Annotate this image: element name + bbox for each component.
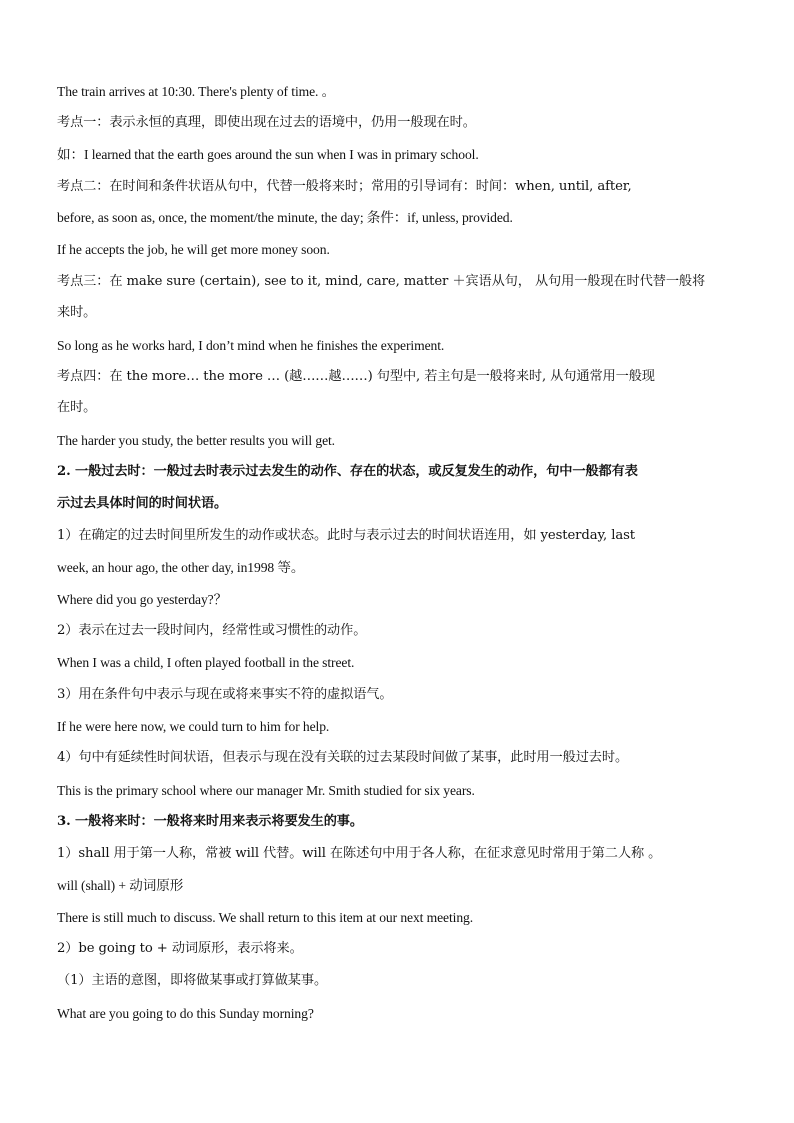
text-line: 考点一：表示永恒的真理，即使出现在过去的语境中，仍用一般现在时。 (57, 115, 476, 130)
text-line: 考点四：在 the more… the more … (越……越……) 句型中, 若主句是一般将来时, 从句通常用一般现 (57, 369, 655, 384)
text-line: 考点三：在 make sure (certain), see to it, mind, care, matter ＋宾语从句， 从句用一般现在时代替一般将 (57, 274, 706, 289)
text-line: 1）shall 用于第一人称，常被 will 代替。will 在陈述句中用于各人称，在征求意见时常用于第二人称 。 (57, 846, 662, 861)
text-line: 如：I learned that the earth goes around the sun when I was in primary school. (57, 147, 479, 162)
section-heading: 2. 一般过去时：一般过去时表示过去发生的动作、存在的状态，或反复发生的动作，句中一般都有表 (57, 464, 638, 479)
section-heading-continued: 示过去具体时间的时间状语。 (57, 496, 228, 511)
text-line: If he accepts the job, he will get more money soon. (57, 242, 330, 257)
text-line: 考点二：在时间和条件状语从句中，代替一般将来时；常用的引导词有：时间：when, until, after, (57, 179, 632, 194)
text-line: 2）表示在过去一段时间内，经常性或习惯性的动作。 (57, 623, 367, 638)
text-line: 在时。 (57, 400, 97, 415)
text-line: Where did you go yesterday?？ (57, 592, 228, 607)
text-line: The train arrives at 10:30. There's plenty of time. 。 (57, 84, 336, 99)
text-line: 2）be going to + 动词原形，表示将来。 (57, 941, 303, 956)
text-line: 4）句中有延续性时间状语，但表示与现在没有关联的过去某段时间做了某事，此时用一般过去时。 (57, 750, 629, 765)
text-line: When I was a child, I often played football in the street. (57, 655, 355, 670)
text-line: week, an hour ago, the other day, in1998 等。 (57, 560, 305, 575)
text-line: 3）用在条件句中表示与现在或将来事实不符的虚拟语气。 (57, 687, 393, 702)
text-line: There is still much to discuss. We shall return to this item at our next meeting. (57, 910, 474, 925)
text-line: 来时。 (57, 305, 97, 320)
text-line: （1）主语的意图，即将做某事或打算做某事。 (57, 973, 328, 988)
text-line: What are you going to do this Sunday morning? (57, 1006, 314, 1021)
text-line: will (shall) + 动词原形 (57, 878, 184, 893)
text-line: 1）在确定的过去时间里所发生的动作或状态。此时与表示过去的时间状语连用，如 yesterday, last (57, 528, 635, 543)
text-line: before, as soon as, once, the moment/the minute, the day; 条件：if, unless, provided. (57, 210, 513, 225)
text-line: So long as he works hard, I don’t mind when he finishes the experiment. (57, 338, 445, 353)
text-line: If he were here now, we could turn to him for help. (57, 719, 330, 734)
text-line: The harder you study, the better results you will get. (57, 433, 335, 448)
text-line: This is the primary school where our manager Mr. Smith studied for six years. (57, 783, 475, 798)
section-heading: 3. 一般将来时：一般将来时用来表示将要发生的事。 (57, 814, 363, 829)
